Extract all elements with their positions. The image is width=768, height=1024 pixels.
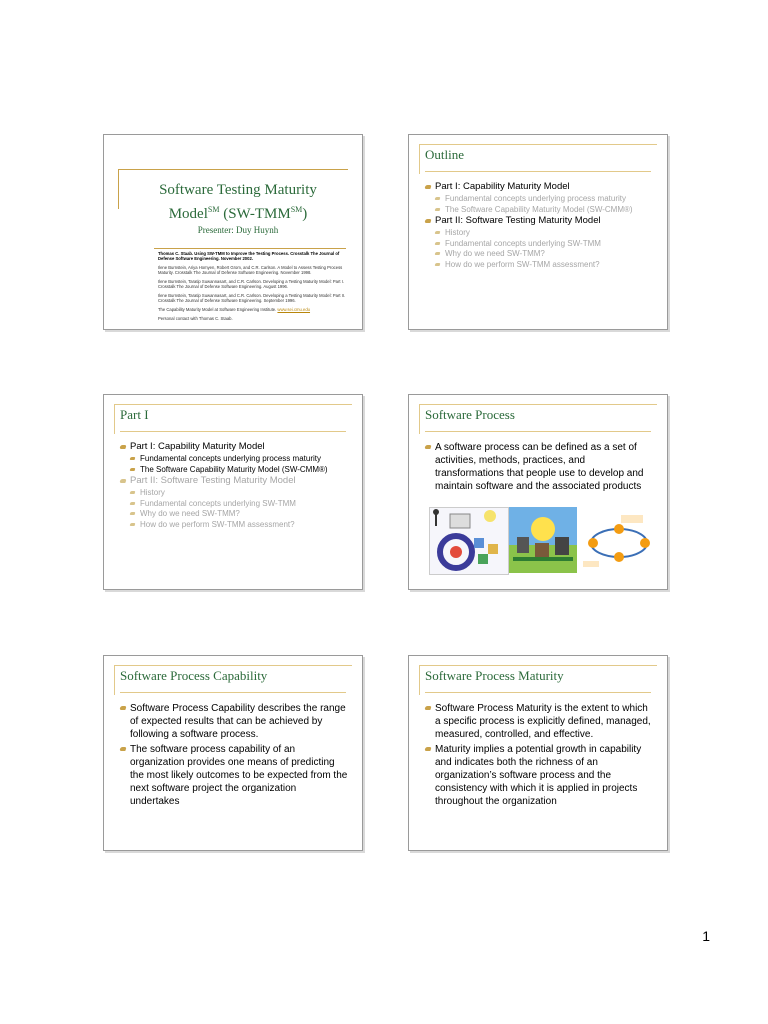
bullet-text: The Software Capability Maturity Model (SW-CMM®) [445,204,633,214]
sub-bullet-item [425,249,653,259]
bullet-text: Part II: Software Testing Maturity Model [130,475,296,486]
slide-heading: Software Process Maturity [425,668,564,683]
bullet-item [425,181,653,193]
bullet-marker-icon [129,491,135,494]
bullet-item [425,441,653,493]
presentation-title: Software Testing Maturity Model℠ (SW-TMM℠) [159,182,317,222]
bullet-list [425,702,653,810]
sub-bullet-item [120,520,348,530]
bullet-marker-icon [434,242,440,245]
bullet-list [120,441,348,530]
title-accent-line-top [118,169,348,170]
sub-bullet-item [120,454,348,464]
bullet-marker-icon [129,512,135,515]
bullet-item [425,215,653,227]
bullet-marker-icon [424,185,431,189]
sub-bullet-item [120,488,348,498]
bullet-text: History [140,488,165,497]
bullet-text: A software process can be defined as a set of activities, methods, practices, and transformations that people use to develop and maintain software and the associated products [435,442,644,492]
bullet-marker-icon [424,706,431,710]
bullet-text: Maturity implies a potential growth in capability and indicates both the richness of an organization’s software process and the consistency with which it is applied in projects throughout the organization [435,744,642,807]
sub-bullet-item [425,205,653,215]
slide-heading: Software Process [425,407,515,422]
presenter: Presenter: Duy Huynh [197,225,279,235]
bullet-list [120,702,348,810]
title-accent-line [118,169,119,209]
reference-item: Thomas C. Staab. Using SW-TMM to Improve the Testing Process. Crosstalk The Journal of Defense Software Engineering. November 2002. [158,251,340,261]
slide-process-capability [103,655,363,851]
sub-bullet-item [120,509,348,519]
bullet-marker-icon [434,208,440,211]
bullet-marker-icon [434,263,440,266]
bullet-text: Fundamental concepts underlying SW-TMM [445,238,601,248]
bullet-text: Part II: Software Testing Maturity Model [435,215,601,226]
bullet-item [120,441,348,453]
slide-outline [408,134,668,330]
bullet-marker-icon [119,479,126,483]
sub-bullet-item [425,239,653,249]
slide-title [103,134,363,330]
reference-item: Ilene Burnstein, Taratip Suwannasart, and C.R. Carlson. Developing a Testing Maturity Model: Part II. Crosstalk The Journal of Defense Software Engineering. September 1996. [158,293,346,303]
bullet-text: Part I: Capability Maturity Model [130,441,265,452]
bullet-marker-icon [424,747,431,751]
bullet-marker-icon [129,523,135,526]
slide-process-maturity [408,655,668,851]
bullet-text: History [445,228,470,237]
process-factory-image [509,507,577,573]
slide-software-process [408,394,668,590]
bullet-marker-icon [129,468,135,471]
bullet-text: Fundamental concepts underlying SW-TMM [140,498,296,508]
reference-item: The Capability Maturity Model at Software Engineering Institute. www.sei.cmu.edu [158,307,311,312]
bullet-text: The software process capability of an organization provides one means of predicting the most likely outcomes to be expected from the next software project the organization undertakes [130,744,348,807]
bullet-marker-icon [129,457,135,460]
bullet-list [425,181,653,270]
bullet-marker-icon [434,231,440,234]
refs-divider [154,248,346,249]
bullet-text: Fundamental concepts underlying process maturity [140,454,321,463]
bullet-marker-icon [119,445,126,449]
bullet-text: The Software Capability Maturity Model (SW-CMM®) [140,464,328,474]
bullet-text: How do we perform SW-TMM assessment? [445,259,600,269]
bullet-marker-icon [424,445,431,449]
slide-heading: Software Process Capability [120,668,268,683]
sub-bullet-item [425,194,653,204]
references [158,251,348,325]
bullet-marker-icon [119,706,126,710]
bullet-marker-icon [129,502,135,505]
reference-item: Ilene Burnstein, Taratip Suwannasart, and C.R. Carlson. Developing a Testing Maturity Model: Part I. Crosstalk The Journal of Defense Software Engineering. August 1996. [158,279,345,289]
reference-item: Ilene Burnstein, Ariya Homyen, Robert Grom, and C.R. Carlson. A Model to Assess Testing Process Maturity. Crosstalk The Journal of Defense Software Engineering. November 1998. [158,265,343,275]
bullet-marker-icon [434,252,440,255]
bullet-item [120,702,348,741]
slide-part1 [103,394,363,590]
reference-item: Personal contact with Thomas C. Staab. [158,316,233,321]
slide-heading: Outline [425,147,464,162]
bullet-item [425,702,653,741]
bullet-item [120,743,348,808]
process-cycle-image [429,507,509,575]
bullet-text: Fundamental concepts underlying process maturity [445,194,626,203]
bullet-text: How do we perform SW-TMM assessment? [140,519,295,529]
bullet-text: Software Process Maturity is the extent to which a specific process is explicitly defined, managed, measured, controlled, and effective. [435,703,651,740]
bullet-text: Why do we need SW-TMM? [445,249,545,258]
sub-bullet-item [425,260,653,270]
bullet-item [425,743,653,808]
sub-bullet-item [425,228,653,238]
bullet-text: Software Process Capability describes the range of expected results that can be achieved by following a software process. [130,703,346,740]
sei-link[interactable]: www.sei.cmu.edu [277,307,311,312]
bullet-item [120,475,348,487]
process-illustrations [429,507,657,575]
bullet-list [425,441,653,495]
bullet-text: Why do we need SW-TMM? [140,509,240,518]
page-number: 1 [702,928,710,944]
bullet-marker-icon [119,747,126,751]
sub-bullet-item [120,499,348,509]
bullet-marker-icon [434,197,440,200]
bullet-text: Part I: Capability Maturity Model [435,181,570,192]
sub-bullet-item [120,465,348,475]
process-cycle-diagram [581,513,657,571]
bullet-marker-icon [424,219,431,223]
slide-heading: Part I [120,407,149,422]
